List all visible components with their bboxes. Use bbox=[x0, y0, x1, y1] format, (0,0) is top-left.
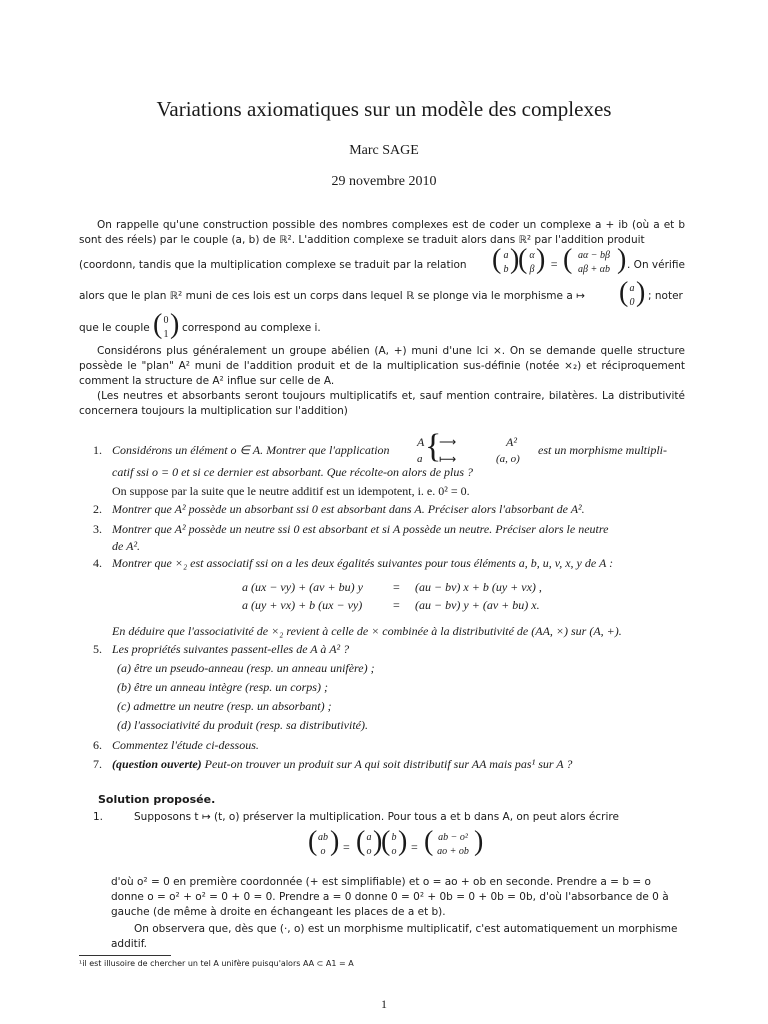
item-number: 3. bbox=[93, 522, 102, 536]
intro-p1-line-d: alors que le plan ℝ² muni de ces lois est un corps dans lequel ℝ se plonge via le morphisme a ↦ bbox=[79, 290, 585, 302]
paren-close: ) bbox=[536, 244, 546, 275]
intro-p3: (Les neutres et absorbants seront toujours multiplicatifs et, sauf mention contraire, bilatères. La distributivité concernera toujours la multiplication sur l'addition) bbox=[79, 390, 685, 417]
matrix-cell: a bbox=[503, 250, 509, 261]
map-arrow-2: ⟼ bbox=[439, 452, 457, 466]
intro-paragraph-1 bbox=[79, 218, 685, 248]
item-number: 5. bbox=[93, 642, 102, 656]
matrix-cell: ab − o² bbox=[438, 832, 468, 843]
equation-1-equals: = bbox=[393, 580, 400, 594]
paren-close: ) bbox=[170, 309, 180, 340]
paren-open: ( bbox=[308, 826, 318, 857]
matrix-cell: b bbox=[503, 264, 509, 275]
paren-close: ) bbox=[398, 826, 408, 857]
paren-close: ) bbox=[510, 244, 520, 275]
paren-close: ) bbox=[474, 826, 484, 857]
intro-p1-line-g-row bbox=[182, 321, 482, 336]
sol-matrix-ab bbox=[316, 831, 330, 859]
matrix-product bbox=[570, 249, 618, 277]
intro-p1-line-b: (coordonn, tandis que la multiplication complexe se traduit par la relation bbox=[79, 259, 467, 271]
item-number: 7. bbox=[93, 757, 102, 771]
paren-open: ( bbox=[381, 826, 391, 857]
date: 29 novembre 2010 bbox=[331, 174, 437, 189]
paren-open: ( bbox=[563, 244, 573, 275]
intro-p1-line-a: On rappelle qu'une construction possible des nombres complexes est de coder un complexe a + ib (où a et b sont des réels) par le couple (a, b) de ℝ². L'addition complexe se traduit alors dans ℝ² par l'addition produit bbox=[79, 219, 685, 246]
page-number: 1 bbox=[381, 997, 387, 1011]
map-domain: A bbox=[417, 435, 425, 449]
intro-p1-line-e-row bbox=[648, 289, 688, 304]
map-codomain: A² bbox=[506, 435, 517, 449]
sub-item-a-text: (a) être un pseudo-anneau (resp. un anneau unifère) ; bbox=[117, 661, 375, 675]
matrix-cell: β bbox=[529, 264, 535, 275]
solution-line-2: d'où o² = 0 en première coordonnée (+ est simplifiable) et o = ao + ob en seconde. Prendre a = b = o bbox=[111, 876, 651, 888]
matrix-cell: a bbox=[366, 832, 372, 843]
item-number: 2. bbox=[93, 502, 102, 516]
intro-p1-line-f: que le couple bbox=[79, 322, 150, 334]
equals-sign: = bbox=[411, 840, 418, 854]
paren-close: ) bbox=[617, 244, 627, 275]
matrix-cell: aα − bβ bbox=[578, 250, 610, 261]
intro-p2: Considérons plus généralement un groupe abélien (A, +) muni d'une lci ×. On se demande quelle structure possède le "plan" A² muni de l'addition produit et de la multiplication sus-définie (notée ×₂) et réciproquement comment la structure de A² influe sur celle de A. bbox=[79, 345, 685, 387]
intro-p1-line-c-row bbox=[627, 258, 687, 273]
item-number: 1. bbox=[93, 443, 102, 457]
matrix-cell: 0 bbox=[629, 297, 635, 308]
paren-open: ( bbox=[153, 309, 163, 340]
footnote: ¹il est illusoire de chercher un tel A unifère puisqu'alors AA ⊂ A1 = A bbox=[79, 959, 354, 968]
intro-paragraph-2 bbox=[79, 344, 685, 389]
item-2-text: Montrer que A² possède un absorbant ssi 0 est absorbant dans A. Préciser alors l'absorbant de A². bbox=[112, 502, 585, 516]
solution-line-6: additif. bbox=[111, 938, 147, 950]
intro-p1-line-e: ; noter bbox=[648, 290, 683, 302]
paren-open: ( bbox=[492, 244, 502, 275]
intro-p1-line-d-row bbox=[79, 289, 619, 304]
equation-1-right: (au − bv) x + b (uy + vx) , bbox=[415, 580, 542, 594]
solution-line-1: Supposons t ↦ (t, o) préserver la multiplication. Pour tous a et b dans A, on peut alors écrire bbox=[134, 811, 619, 823]
matrix-cell: ao + ob bbox=[437, 846, 469, 857]
paren-close: ) bbox=[373, 826, 383, 857]
matrix-cell: a bbox=[629, 283, 635, 294]
intro-paragraph-3 bbox=[79, 389, 685, 419]
intro-p1-line-f-row bbox=[79, 321, 159, 336]
equation-2-left: a (uy + vx) + b (ux − vy) bbox=[242, 598, 363, 612]
item-7-text: Peut-on trouver un produit sur A qui soit distributif sur AA mais pas¹ sur A ? bbox=[201, 757, 573, 771]
sub-item-d-text: (d) l'associativité du produit (resp. sa distributivité). bbox=[117, 718, 368, 732]
sol-matrix-result bbox=[431, 831, 475, 859]
item-1-text-c: catif ssi o = 0 et si ce dernier est absorbant. Que récolte-on alors de plus ? bbox=[112, 465, 474, 479]
item-5-text: Les propriétés suivantes passent-elles de A à A² ? bbox=[112, 642, 350, 656]
solution-line-4: gauche (de même à droite en échangeant les places de a et b). bbox=[111, 906, 446, 918]
map-image: (a, o) bbox=[496, 453, 520, 465]
solution-line-5: On observera que, dès que (·, o) est un morphisme multiplicatif, c'est automatiquement un morphisme bbox=[134, 923, 678, 935]
item-3-text-b: de A². bbox=[112, 539, 141, 553]
item-4-end: En déduire que l'associativité de ×₂ revient à celle de × combinée à la distributivité de (AA, ×) sur (A, +). bbox=[112, 624, 622, 638]
sub-item-b-text: (b) être un anneau intègre (resp. un corps) ; bbox=[117, 680, 328, 694]
item-6-text: Commentez l'étude ci-dessous. bbox=[112, 738, 259, 752]
matrix-cell: aβ + αb bbox=[578, 264, 610, 275]
equation-2-equals: = bbox=[393, 598, 400, 612]
paren-open: ( bbox=[518, 244, 528, 275]
matrix-cell: 1 bbox=[163, 329, 169, 340]
brace-open: { bbox=[425, 428, 442, 465]
solution-number: 1. bbox=[93, 811, 104, 823]
paren-close: ) bbox=[330, 826, 340, 857]
matrix-cell: o bbox=[391, 846, 397, 857]
equation-2-right: (au − bv) y + (av + bu) x. bbox=[415, 598, 540, 612]
item-1-text-b: est un morphisme multipli- bbox=[538, 443, 667, 457]
item-1-text-a: Considérons un élément o ∈ A. Montrer que l'application bbox=[112, 443, 390, 457]
solution-heading: Solution proposée. bbox=[98, 793, 216, 806]
author: Marc SAGE bbox=[349, 143, 419, 158]
item-7-bold: (question ouverte) bbox=[112, 757, 202, 771]
sub-item-c-text: (c) admettre un neutre (resp. un absorbant) ; bbox=[117, 699, 332, 713]
matrix-cell: b bbox=[391, 832, 397, 843]
item-1-text-d: On suppose par la suite que le neutre additif est un idempotent, i. e. 0² = 0. bbox=[112, 484, 470, 498]
equals-sign: = bbox=[343, 840, 350, 854]
paren-open: ( bbox=[619, 277, 629, 308]
map-arrow-1: ⟶ bbox=[439, 435, 457, 449]
matrix-cell: o bbox=[320, 846, 326, 857]
intro-p1-line-c: . On vérifie bbox=[627, 259, 685, 271]
equals-sign: = bbox=[550, 257, 559, 271]
matrix-cell: ab bbox=[318, 832, 328, 843]
exercise-list bbox=[79, 428, 685, 783]
equation-1-left: a (ux − vy) + (av + bu) y bbox=[242, 580, 363, 594]
solution-line-3: donne o = o² + o² = 0 + 0 = 0. Prendre a = 0 donne 0 = 0² + 0b = 0 + 0b = 0b, d'où l'absorbance de 0 à bbox=[111, 891, 669, 903]
item-7-line bbox=[112, 757, 685, 772]
item-3-text-a: Montrer que A² possède un neutre ssi 0 est absorbant et si A possède un neutre. Préciser alors le neutre bbox=[112, 522, 609, 536]
item-4-text: Montrer que ×₂ est associatif ssi on a les deux égalités suivantes pour tous éléments a, b, u, v, x, y de A : bbox=[112, 556, 614, 570]
paper-title: Variations axiomatiques sur un modèle des complexes bbox=[156, 97, 612, 121]
paren-open: ( bbox=[356, 826, 366, 857]
map-var: a bbox=[417, 453, 423, 465]
paren-close: ) bbox=[636, 277, 646, 308]
item-number: 6. bbox=[93, 738, 102, 752]
intro-p1-line-g: correspond au complexe i. bbox=[182, 322, 321, 334]
item-number: 4. bbox=[93, 556, 102, 570]
footnote-rule bbox=[79, 955, 171, 956]
paren-open: ( bbox=[424, 826, 434, 857]
matrix-cell: α bbox=[529, 250, 535, 261]
matrix-cell: 0 bbox=[163, 315, 169, 326]
matrix-cell: o bbox=[366, 846, 372, 857]
